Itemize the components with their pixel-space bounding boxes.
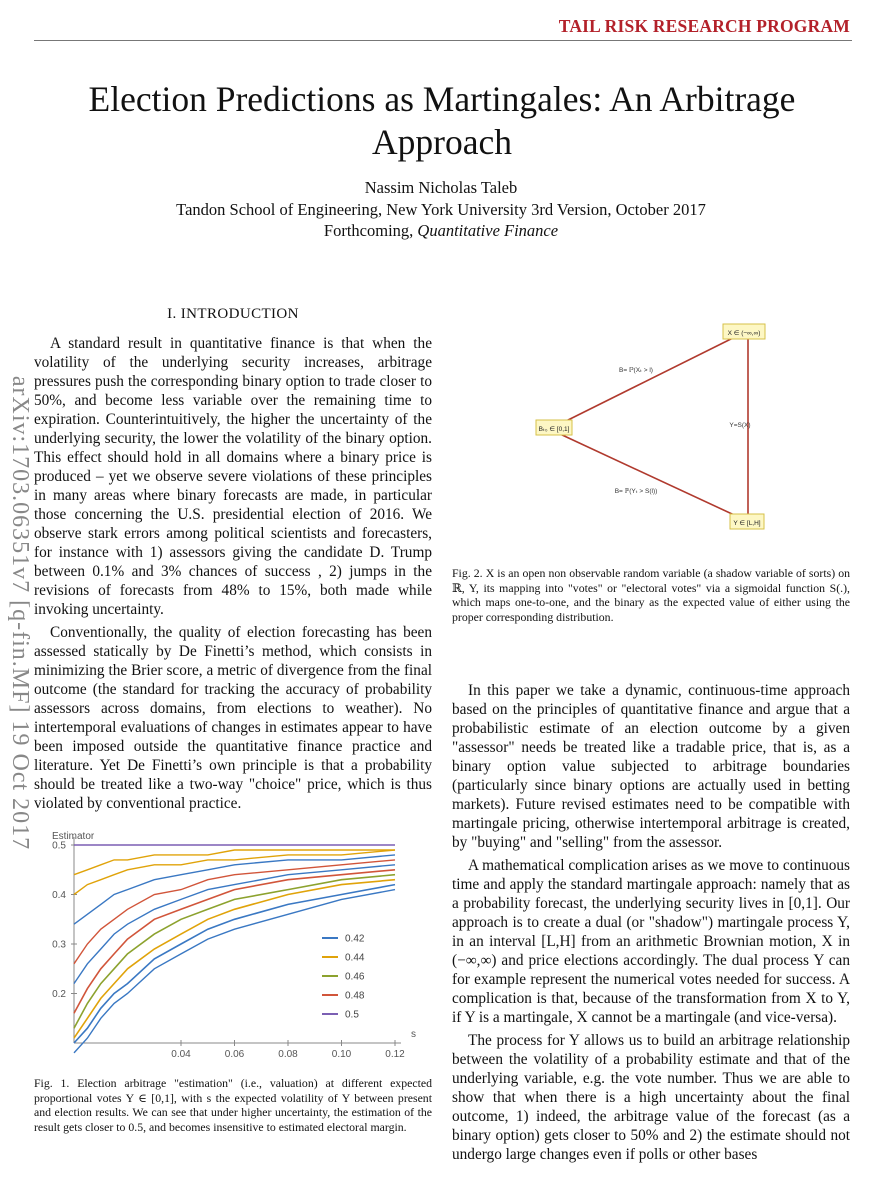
fig1-caption: Fig. 1. Election arbitrage "estimation" (i.e., valuation) at different expected proportional votes Y ∈ [0,1], with s the expected volatility of Y between present and election results. We can see that under higher uncertainty, the estimation of the result gets closer to 0.5, and becomes insensitive to estimated electoral margin. <box>34 1076 432 1134</box>
title-line-2: Approach <box>372 122 512 162</box>
x-tick-label: 0.12 <box>385 1049 405 1060</box>
x-tick-label: 0.06 <box>224 1049 245 1060</box>
right-column <box>452 681 850 1164</box>
right-paragraph-2: A mathematical complication arises as we move to continuous time and apply the standard martingale approach: namely that as a probability forecast, the underlying security lives in [0,1]. Our approach is to create a dual (or "shadow") martingale process Y, in an interval [L,H] from an arithmetic Brownian motion, X in (−∞,∞) and price elections accordingly. The dual process Y can for example represent the numerical votes needed for success. A complication is that, because of the transformation from X to Y, if Y is a martingale, X cannot be a martingale (and vice-versa). <box>452 857 850 1026</box>
node-x: X ∈ (−∞,∞) <box>727 330 761 337</box>
intro-paragraph-1: A standard result in quantitative finance is that when the volatility of the underlying security increases, arbitrage pressures push the corresponding binary option to trade closer to 50%, and become less variable over the remaining time to expiration. Counterintuitively, the higher the uncertainty of the underlying security, the lower the volatility of the binary option. This effect should hold in all domains where a binary price is produced – yet we observe severe violations of these principles in many areas where binary forecasts are made, in particular those concerning the U.S. presidential election of 2016. We observe stark errors among political scientists and forecasters, for instance with 1) assessors giving the candidate D. Trump between 0.1% and 3% chances of success , 2) jumps in the revisions of forecasts from 48% to 15%, both made while invoking uncertainty. <box>34 335 432 618</box>
right-paragraph-3: The process for Y allows us to build an arbitrage relationship between the volatility of a probability estimate and that of the underlying variable, e.g. the vote number. Thus we are able to show that when there is a high uncertainty about the final outcome, 1) indeed, the arbitrage value of the forecast (as a binary option) gets closer to 50% and 2) the estimate should not undergo large changes even if polls or other bases <box>452 1032 850 1163</box>
legend-label-0.48: 0.48 <box>345 990 365 1002</box>
edge-top <box>560 332 745 424</box>
y-tick-label: 0.5 <box>52 840 66 852</box>
node-b: Bₜ₀ ∈ [0,1] <box>538 426 570 433</box>
extra-curve <box>74 850 395 895</box>
title-line-1: Election Predictions as Martingales: An Arbitrage <box>88 79 796 119</box>
y-tick-label: 0.4 <box>52 890 66 901</box>
paper-title <box>30 78 854 164</box>
extra-curve <box>74 850 395 875</box>
x-tick-label: 0.04 <box>171 1049 191 1060</box>
author-name: Nassim Nicholas Taleb <box>364 178 518 197</box>
edge-bottom <box>560 434 745 520</box>
forthcoming-line <box>0 221 872 241</box>
journal-name: Quantitative Finance <box>417 221 559 240</box>
fig2-caption: Fig. 2. X is an open non observable random variable (a shadow variable of sorts) on ℝ, Y, its mapping into "votes" or "electoral votes" via a sigmoidal function S(.), which maps one-to-one, and the binary as the expected value of either using the proper corresponding distribution. <box>452 566 850 624</box>
node-y: Y ∈ [L,H] <box>733 520 761 527</box>
legend-label-0.5: 0.5 <box>345 1009 359 1021</box>
fig1-chart <box>30 825 435 1065</box>
right-paragraph-1: In this paper we take a dynamic, continuous-time approach based on the principles of quantitative finance and argue that a probabilistic estimate of an election outcome by a given "assessor" needs be treated like a tradable price, that is, as a binary option value subjected to arbitrage boundaries (particularly since binary options are actually used in betting markets). Future revised estimates need to be compatible with martingale pricing, otherwise intertemporal arbitrage is created, by "buying" and "selling" from the assessor. <box>452 682 850 851</box>
program-header: TAIL RISK RESEARCH PROGRAM <box>558 16 850 36</box>
fig2-diagram <box>450 310 850 550</box>
extra-curve <box>74 860 395 964</box>
intro-paragraph-2: Conventionally, the quality of election forecasting has been assessed statically by De Finetti’s method, which consists in minimizing the Brier score, a metric of divergence from the final outcome (the standard for tracking the accuracy of probability assessors across domains, from elections to weather). No intertemporal evaluations of changes in estimates appear to have been imposed outside the quantitative finance practice and literature. Yet De Finetti’s own principle is that a probability should be treated like a two-way "choice" price, which is thus violated by conventional practice. <box>34 624 432 812</box>
x-tick-label: 0.10 <box>331 1049 352 1060</box>
left-column <box>34 334 432 813</box>
x-axis-label: s <box>411 1029 416 1040</box>
legend-label-0.46: 0.46 <box>345 971 365 983</box>
y-tick-label: 0.3 <box>52 939 66 951</box>
legend-label-0.44: 0.44 <box>345 952 365 964</box>
x-tick-label: 0.08 <box>278 1049 298 1060</box>
affiliation: Tandon School of Engineering, New York University 3rd Version, October 2017 <box>176 200 706 219</box>
edge-top-label: B= ℙ(Xₜ > l) <box>619 367 653 374</box>
edge-right-label: Y=S(X) <box>729 422 751 429</box>
y-tick-label: 0.2 <box>52 989 66 1000</box>
edge-bottom-label: B= ℙ(Yₜ > S(l)) <box>614 488 658 495</box>
extra-curve <box>74 865 395 984</box>
y-axis-label: Estimator <box>52 831 95 842</box>
legend-label-0.42: 0.42 <box>345 933 365 945</box>
section-heading: I. INTRODUCTION <box>167 306 299 322</box>
forthcoming-prefix: Forthcoming, <box>323 221 418 240</box>
header-rule <box>34 40 852 41</box>
arxiv-sidebar: arXiv:1703.06351v7 [q-fin.MF] 19 Oct 2017 <box>7 375 33 851</box>
